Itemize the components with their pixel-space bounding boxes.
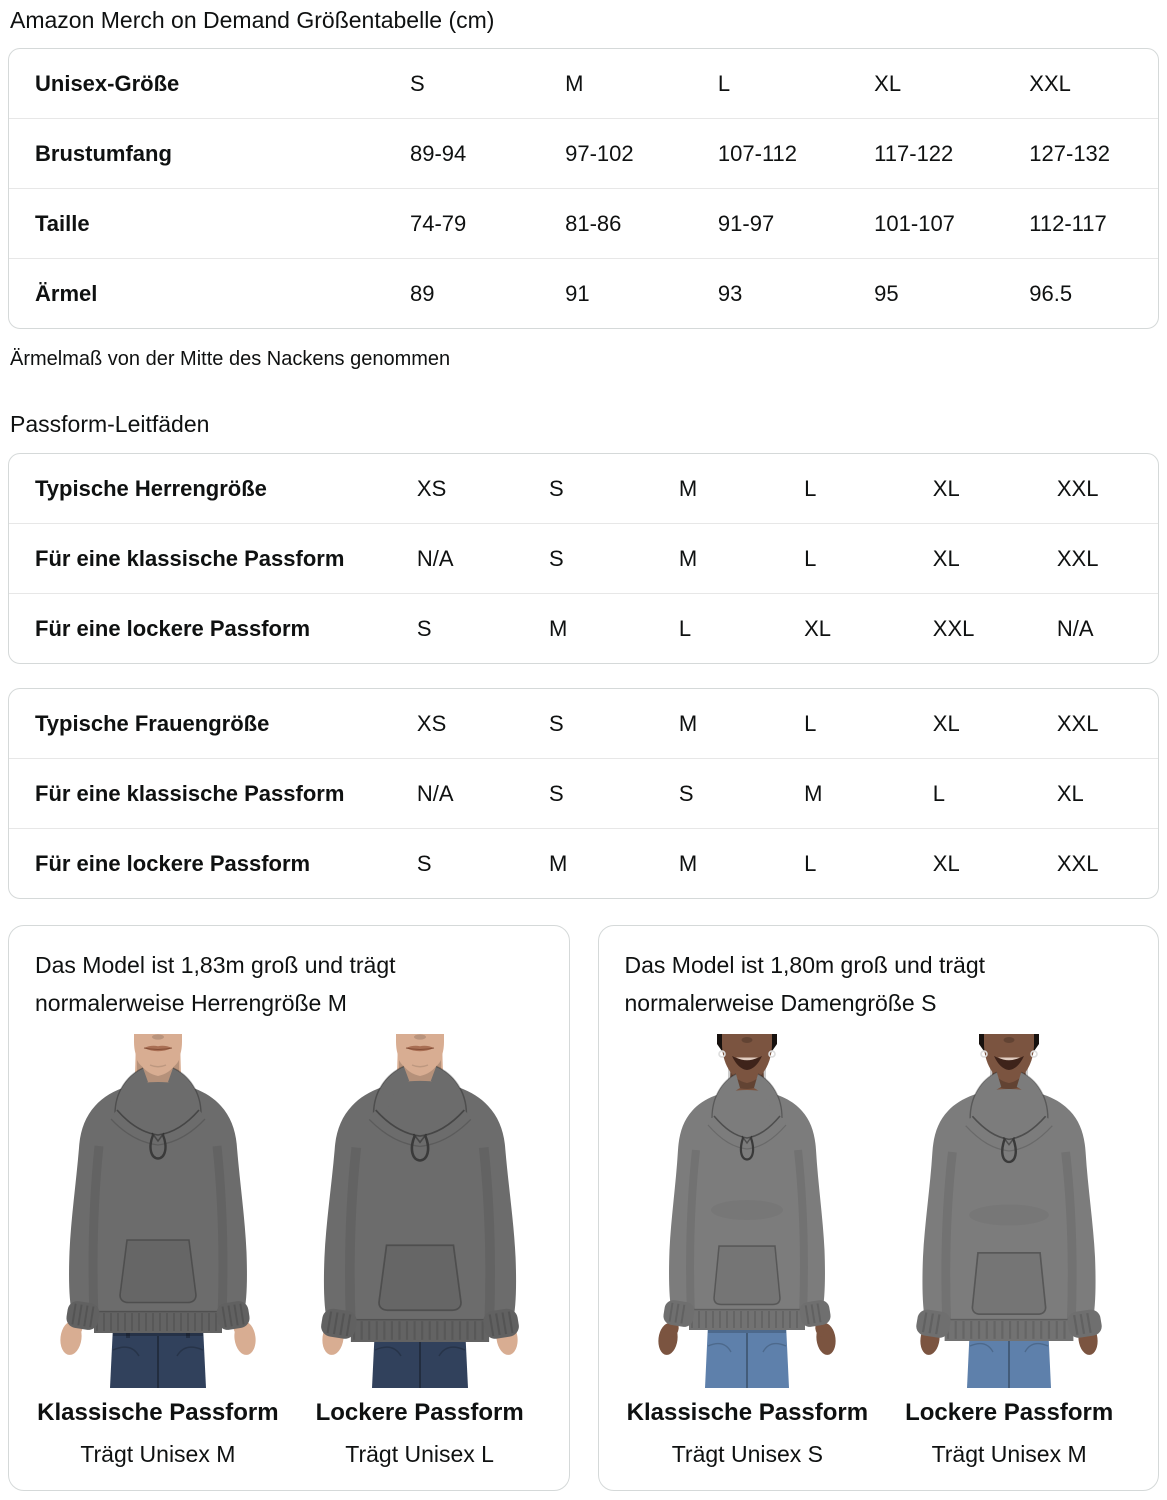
row-label: Für eine klassische Passform bbox=[9, 523, 417, 593]
size-cell: L bbox=[804, 710, 817, 736]
womens-model-card bbox=[598, 925, 1160, 1491]
size-cell: 89 bbox=[410, 258, 565, 328]
size-cell: L bbox=[804, 475, 817, 501]
fit-name-label: Klassische Passform bbox=[37, 1399, 279, 1426]
row-label: Typische Herrengröße bbox=[35, 475, 267, 501]
model-cards bbox=[8, 925, 1159, 1491]
size-cell: 101-107 bbox=[874, 188, 1029, 258]
size-cell: S bbox=[410, 70, 425, 96]
size-cell: M bbox=[679, 828, 804, 898]
table-row bbox=[9, 258, 1158, 328]
size-cell: L bbox=[717, 70, 731, 96]
fit-guides-heading: Passform-Leitfäden bbox=[10, 411, 210, 437]
size-cell: L bbox=[804, 523, 933, 593]
table-row bbox=[9, 188, 1158, 258]
table-row bbox=[9, 49, 1158, 118]
fit-name-label: Klassische Passform bbox=[626, 1399, 869, 1426]
size-cell: XL bbox=[1057, 758, 1158, 828]
row-label: Ärmel bbox=[9, 258, 410, 328]
size-cell: XXL bbox=[1056, 710, 1099, 736]
size-cell: XL bbox=[932, 475, 960, 501]
size-cell: XL bbox=[874, 70, 902, 96]
wears-size-label: Trägt Unisex S bbox=[671, 1441, 823, 1467]
table-row bbox=[9, 758, 1158, 828]
size-cell: 127-132 bbox=[1029, 118, 1158, 188]
mens-fit-table bbox=[8, 453, 1159, 664]
size-cell: XXL bbox=[1057, 828, 1158, 898]
model-photo-man-loose-fit bbox=[295, 1034, 545, 1388]
unisex-size-table bbox=[8, 48, 1159, 329]
table-row bbox=[9, 118, 1158, 188]
size-cell: 117-122 bbox=[874, 118, 1029, 188]
row-label: Für eine lockere Passform bbox=[9, 828, 417, 898]
size-cell: S bbox=[679, 758, 804, 828]
size-cell: XL bbox=[933, 523, 1057, 593]
size-cell: L bbox=[679, 593, 804, 663]
size-cell: 91 bbox=[565, 258, 718, 328]
size-cell: XL bbox=[933, 828, 1057, 898]
wears-size-label: Trägt Unisex M bbox=[80, 1441, 236, 1467]
fit-name-label: Lockere Passform bbox=[315, 1399, 524, 1426]
size-cell: S bbox=[549, 710, 564, 736]
size-cell: M bbox=[549, 828, 679, 898]
size-cell: N/A bbox=[1057, 593, 1158, 663]
size-cell: M bbox=[679, 523, 804, 593]
size-cell: XS bbox=[416, 475, 447, 501]
table-row bbox=[9, 593, 1158, 663]
size-cell: S bbox=[549, 523, 679, 593]
model-figure bbox=[289, 1034, 551, 1468]
model-photo-woman-loose-fit bbox=[884, 1034, 1134, 1388]
size-cell: XL bbox=[932, 710, 960, 736]
size-cell: M bbox=[565, 70, 584, 96]
size-cell: L bbox=[933, 758, 1057, 828]
size-cell: 97-102 bbox=[565, 118, 718, 188]
size-cell: S bbox=[417, 593, 549, 663]
page-title: Amazon Merch on Demand Größentabelle (cm) bbox=[10, 7, 495, 33]
womens-fit-table bbox=[8, 688, 1159, 899]
size-cell: S bbox=[549, 475, 564, 501]
size-cell: 96.5 bbox=[1029, 258, 1158, 328]
table-row bbox=[9, 689, 1158, 758]
size-cell: M bbox=[678, 475, 698, 501]
size-cell: L bbox=[804, 828, 933, 898]
model-photos bbox=[617, 1034, 1141, 1468]
model-photo-man-classic-fit bbox=[33, 1034, 283, 1388]
row-label: Brustumfang bbox=[9, 118, 410, 188]
wears-size-label: Trägt Unisex M bbox=[931, 1441, 1087, 1467]
model-figure bbox=[617, 1034, 879, 1468]
size-cell: XS bbox=[416, 710, 447, 736]
row-label: Taille bbox=[9, 188, 410, 258]
size-cell: 89-94 bbox=[410, 118, 565, 188]
model-figure bbox=[878, 1034, 1140, 1468]
wears-size-label: Trägt Unisex L bbox=[345, 1441, 494, 1467]
size-cell: N/A bbox=[417, 758, 549, 828]
size-cell: XXL bbox=[1029, 70, 1071, 96]
size-cell: M bbox=[549, 593, 679, 663]
row-label: Für eine klassische Passform bbox=[9, 758, 417, 828]
size-cell: 112-117 bbox=[1029, 188, 1158, 258]
size-cell: N/A bbox=[417, 523, 549, 593]
table-row bbox=[9, 454, 1158, 523]
size-cell: 95 bbox=[874, 258, 1029, 328]
table-row bbox=[9, 523, 1158, 593]
row-label: Typische Frauengröße bbox=[35, 710, 270, 736]
row-label: Für eine lockere Passform bbox=[9, 593, 417, 663]
size-cell: M bbox=[804, 758, 933, 828]
sleeve-measure-note: Ärmelmaß von der Mitte des Nackens genommen bbox=[10, 348, 451, 370]
size-cell: 81-86 bbox=[565, 188, 718, 258]
size-cell: M bbox=[678, 710, 698, 736]
size-cell: S bbox=[417, 828, 549, 898]
size-cell: 107-112 bbox=[718, 118, 874, 188]
size-cell: XXL bbox=[1057, 523, 1158, 593]
size-cell: XXL bbox=[933, 593, 1057, 663]
model-photo-woman-classic-fit bbox=[622, 1034, 872, 1388]
model-intro: Das Model ist 1,80m groß und trägt normalerweise Damengröße S bbox=[624, 952, 985, 1016]
row-label: Unisex-Größe bbox=[35, 70, 180, 96]
fit-name-label: Lockere Passform bbox=[905, 1399, 1114, 1426]
size-cell: S bbox=[549, 758, 679, 828]
model-figure bbox=[27, 1034, 289, 1468]
size-cell: XXL bbox=[1056, 475, 1099, 501]
size-cell: XL bbox=[804, 593, 933, 663]
model-photos bbox=[27, 1034, 551, 1468]
table-row bbox=[9, 828, 1158, 898]
mens-model-card bbox=[8, 925, 570, 1491]
model-intro: Das Model ist 1,83m groß und trägt normalerweise Herrengröße M bbox=[35, 952, 396, 1016]
size-cell: 93 bbox=[718, 258, 874, 328]
size-cell: 91-97 bbox=[718, 188, 874, 258]
size-cell: 74-79 bbox=[410, 188, 565, 258]
